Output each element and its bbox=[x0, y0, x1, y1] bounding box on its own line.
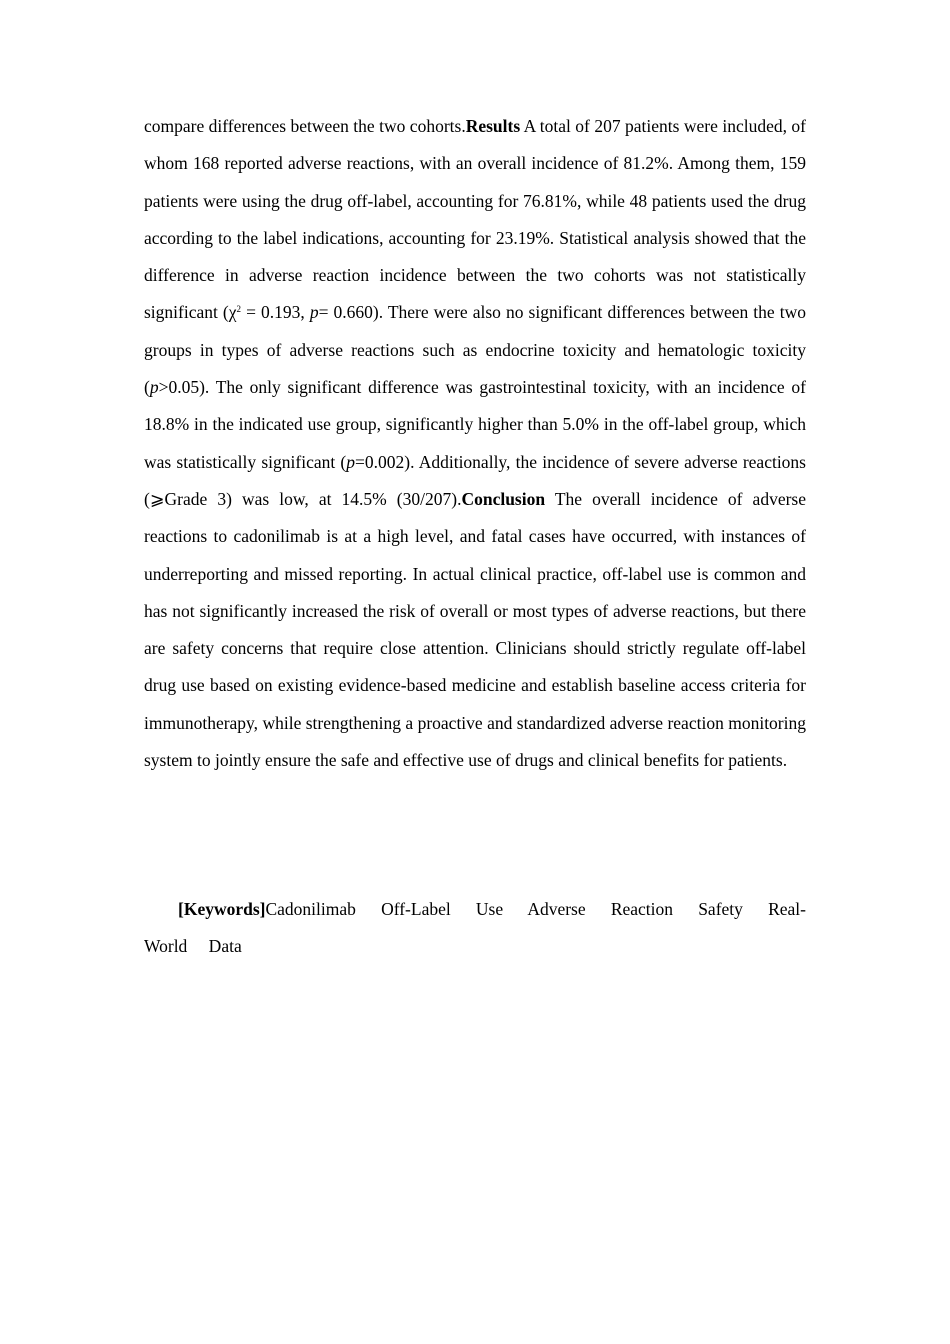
keywords-paragraph bbox=[144, 891, 806, 966]
results-heading: Results bbox=[465, 116, 521, 136]
p-value-symbol: p bbox=[149, 377, 159, 398]
keywords-list: Cadonilimab Off-Label Use Adverse Reaction Safety Real-World Data bbox=[144, 899, 806, 957]
conclusion-heading: Conclusion bbox=[461, 488, 546, 509]
results-text-4: >0.05). The only significant difference was gastrointestinal toxicity, with an incidence of 18.8% in the indicated use group, significantly higher than 5.0% in the off-label group, which was statistically significant ( bbox=[144, 377, 806, 472]
p-value-symbol: p bbox=[346, 451, 356, 472]
results-text-5: =0.002). Additionally, the incidence of severe adverse reactions (⩾Grade 3) was low, at 14.5% (30/207). bbox=[144, 451, 806, 509]
results-text-3: = 0.660). There were also no significant differences between the two groups in types of adverse reactions such as endocrine toxicity and hematologic toxicity ( bbox=[144, 302, 806, 398]
keywords-label: [Keywords] bbox=[178, 899, 266, 919]
abstract-paragraph bbox=[144, 108, 806, 779]
p-value-symbol: p bbox=[309, 302, 319, 323]
methods-tail-text: compare differences between the two cohorts. bbox=[144, 116, 466, 136]
chi-square-superscript: 2 bbox=[236, 304, 242, 315]
results-text-1: A total of 207 patients were included, of whom 168 reported adverse reactions, with an overall incidence of 81.2%. Among them, 159 patients were using the drug off-label, accounting for 76.81%, while 48 patients used the drug according to the label indications, accounting for 23.19%. Statistical analysis showed that the difference in adverse reaction incidence between the two cohorts was not statistically significant (χ bbox=[144, 116, 806, 323]
results-text-2: = 0.193, bbox=[241, 302, 310, 323]
conclusion-text: The overall incidence of adverse reactions to cadonilimab is at a high level, and fatal cases have occurred, with instances of underreporting and missed reporting. In actual clinical practice, off-label use is common and has not significantly increased the risk of overall or most types of adverse reactions, but there are safety concerns that require close attention. Clinicians should strictly regulate off-label drug use based on existing evidence-based medicine and establish baseline access criteria for immunotherapy, while strengthening a proactive and standardized adverse reaction monitoring system to jointly ensure the safe and effective use of drugs and clinical benefits for patients. bbox=[144, 488, 807, 771]
